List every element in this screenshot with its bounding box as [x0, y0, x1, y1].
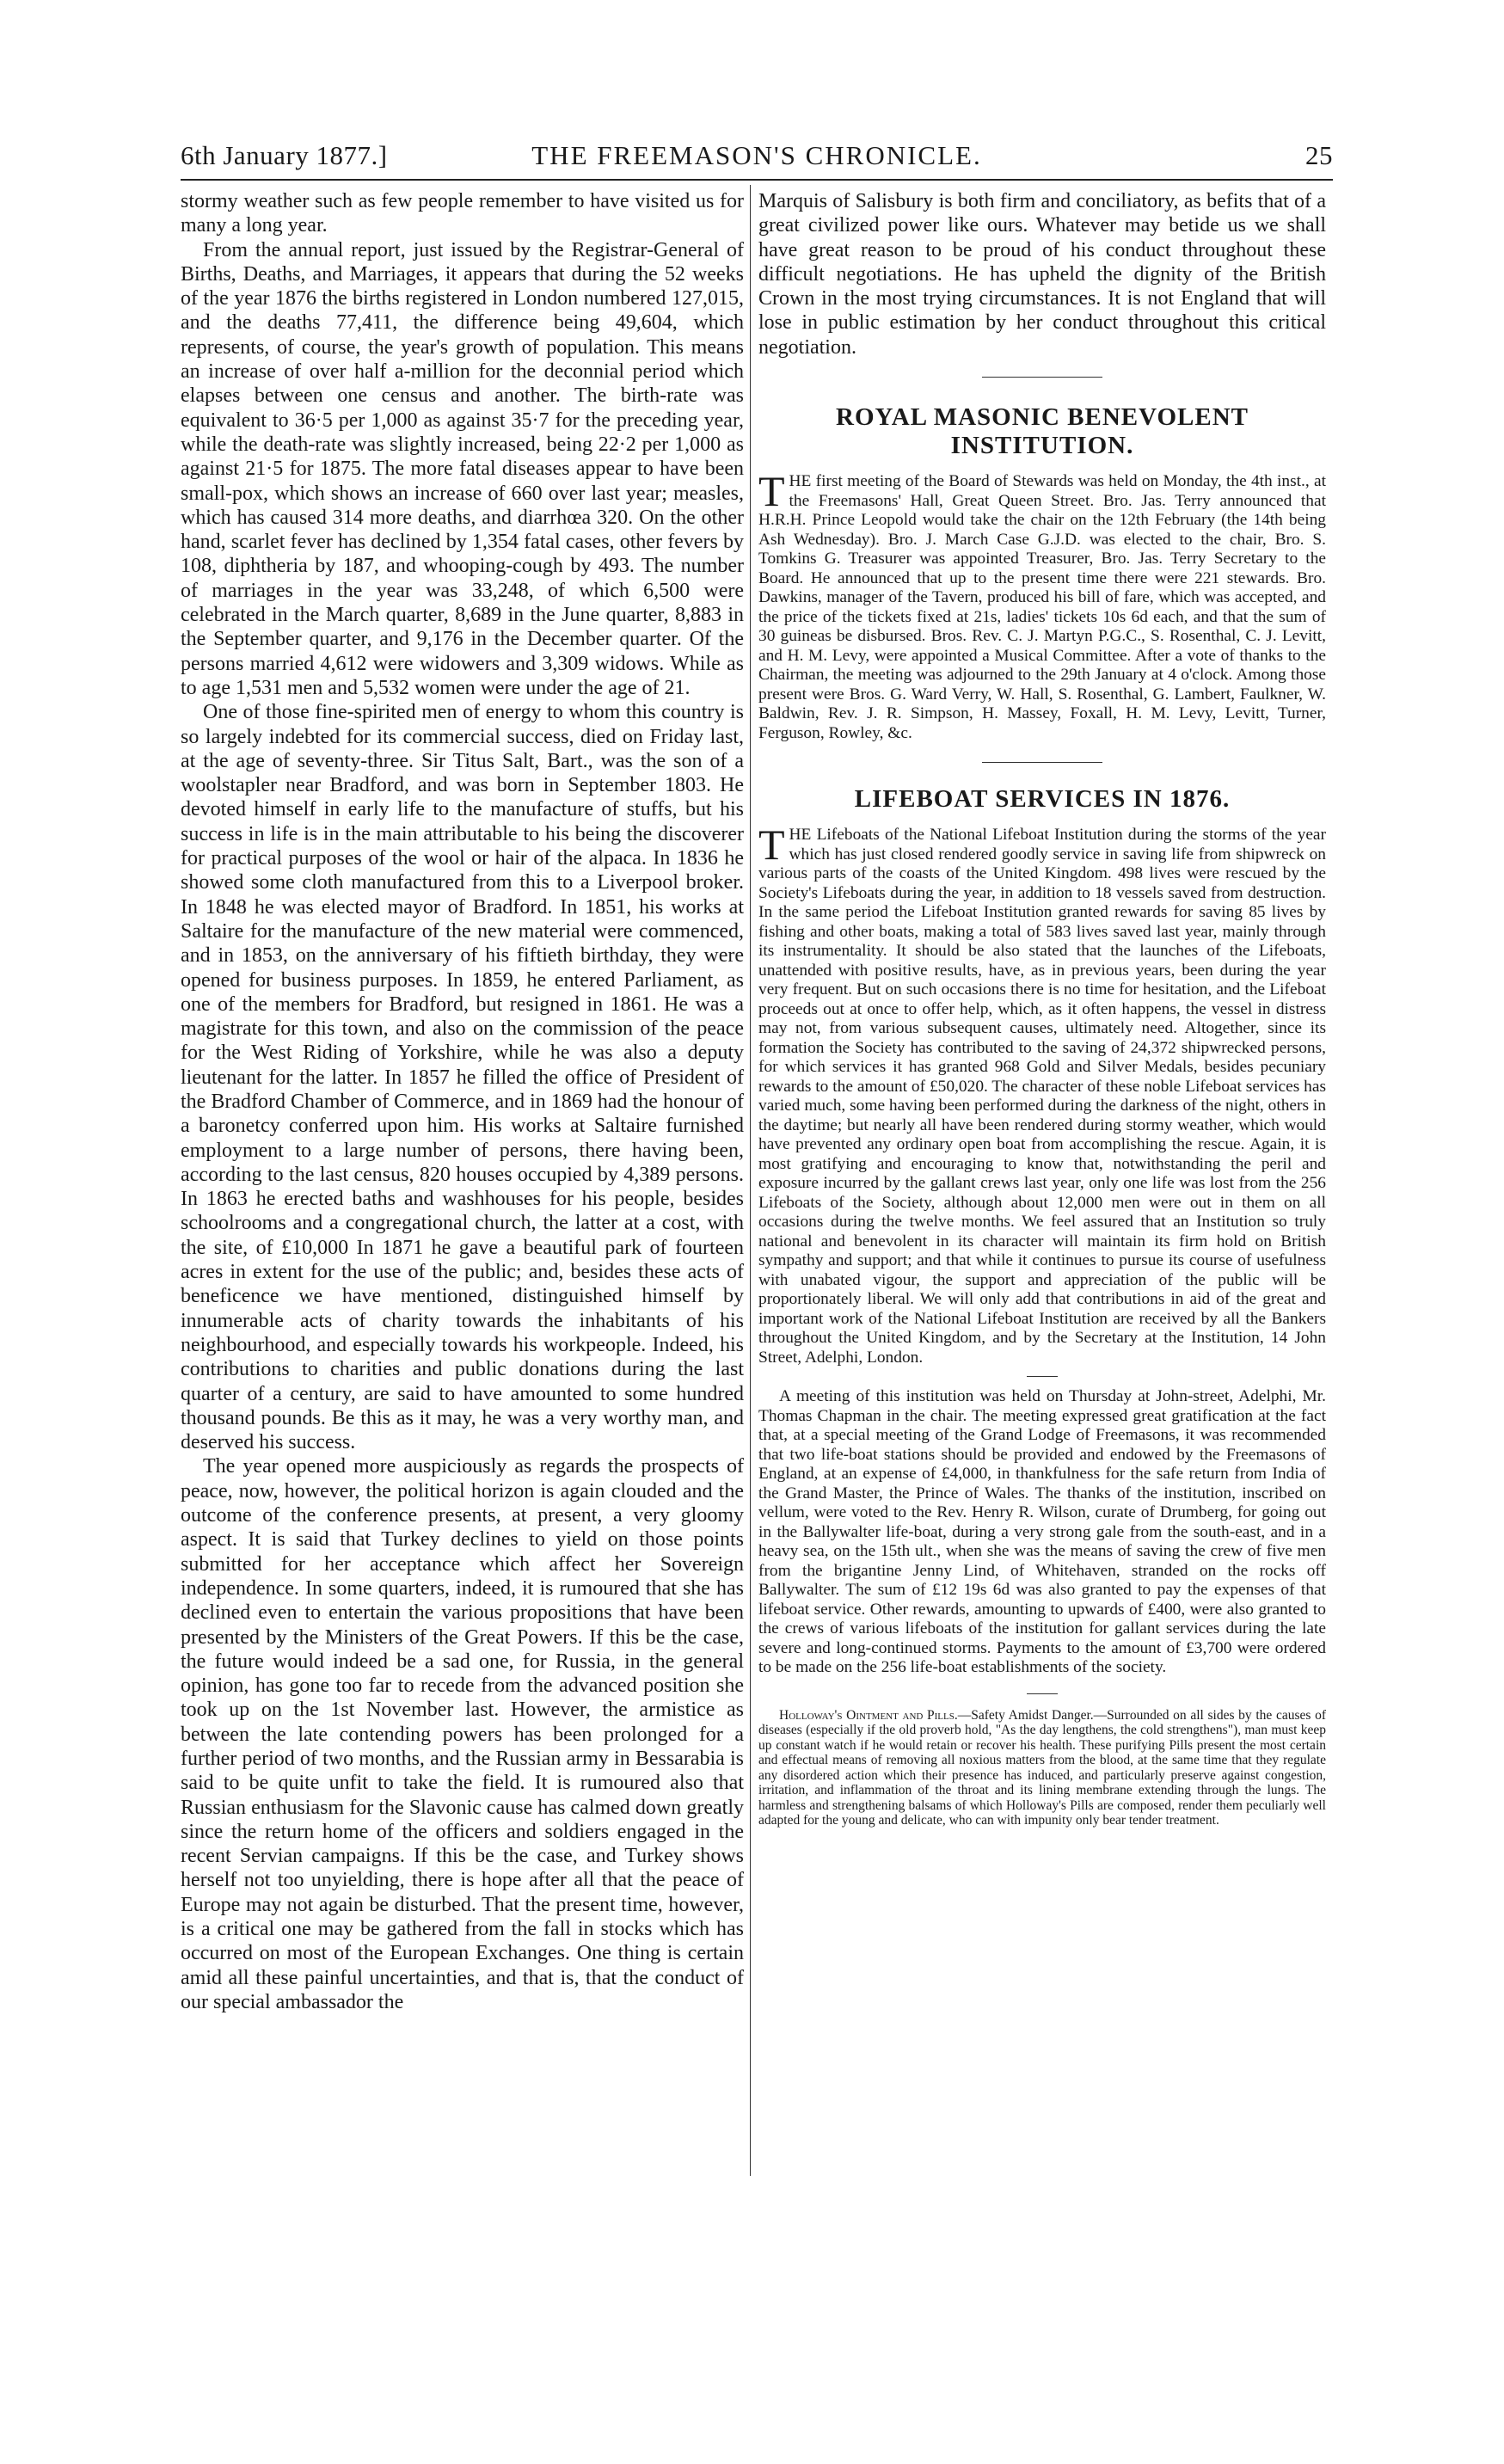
continuation-paragraph: Marquis of Salisbury is both firm and conciliatory, as befits that of a great civilized power like ours. Whatever may betide us we shall have great reason to be proud of his conduct throughout these difficult negotiations. He has upheld the dignity of the British Crown in the most trying circumstances. It is not England that will lose in public estimation by her conduct throughout this critical negotiation. [758, 190, 1326, 359]
page-header [181, 133, 1333, 185]
titus-salt-paragraph: One of those fine-spirited men of energy to whom this country is so largely indebted for its commercial success, died on Friday last, at the age of seventy-three. Sir Titus Salt, Bart., was the son of a woolstapler near Bradford, and was born in September 1803. He devoted himself in early life to the manufacture of stuffs, but his success in life is in the main attributable to his being the discoverer for practical purposes of the wool or hair of the alpaca. In 1836 he showed some cloth manufactured from this to a Liverpool broker. In 1848 he was elected mayor of Bradford. In 1851, his works at Saltaire for the manufacture of the new material were commenced, and in 1853, on the anniversary of his fiftieth birthday, they were opened for business purposes. In 1859, he entered Parliament, as one of the members for Bradford, but resigned in 1861. He was a magistrate for this town, and also on the commission of the peace for the West Riding of Yorkshire, while he was also a deputy lieutenant for the latter. In 1857 he filled the office of President of the Bradford Chamber of Commerce, and in 1869 had the honour of a baronetcy conferred upon him. His works at Saltaire furnished employment to a large number of persons, there having been, according to the last census, 820 houses occupied by 4,389 persons. In 1863 he erected baths and washhouses for his people, besides schoolrooms and a congregational church, the latter at a cost, with the site, of £10,000 In 1871 he gave a beautiful park of fourteen acres in extent for the use of the public; and, besides these acts of beneficence we have mentioned, distinguished himself by innumerable acts of charity towards the inhabitants of his neighbourhood, and especially towards his workpeople. Indeed, his contributions to charities and public donations during the last quarter of a century, are said to have amounted to some hundred thousand pounds. Be this as it may, he was a very worthy man, and deserved his success. [181, 701, 744, 1454]
benevolent-article-body [758, 467, 1326, 743]
advert-lead: Holloway's Ointment and Pills. [779, 1707, 958, 1723]
advert-body: —Safety Amidst Danger.—Surrounded on all sides by the causes of diseases (especially if the old proverb hold, "As the day lengthens, the cold strengthens"), man must keep up constant watch if he would retain or recover his health. These purifying Pills present the most certain and effectual means of removing all noxious matters from the blood, at the same time that they regulate any disordered action which their presence has induced, and particularly preserve against congestion, irritation, and inflammation of the throat and its lining membrane extending through the lungs. The harmless and strengthening balsams of which Holloway's Pills are composed, render them peculiarly well adapted for the young and delicate, who can with impunity only bear tender treatment. [758, 1707, 1326, 1828]
registrar-report-paragraph: From the annual report, just issued by the Registrar-General of Births, Deaths, and Marriages, it appears that during the 52 weeks of the year 1876 the births registered in London numbered 127,015, and the deaths 77,411, the difference being 49,604, which represents, of course, the year's growth of population. This means an increase of over half a-million for the deconnial period which elapses between one census and another. The birth-rate was equivalent to 36·5 per 1,000 as against 35·7 for the preceding year, while the death-rate was slightly increased, being 22·2 per 1,000 as against 21·5 for 1875. The more fatal diseases appear to have been small-pox, which shows an increase of 660 over last year; measles, which has caused 314 more deaths, and diarrhœa 320. On the other hand, scarlet fever has declined by 1,354 fatal cases, other fevers by 108, diphtheria by 187, and whooping-cough by 493. The number of marriages in the year was 33,248, of which 6,500 were celebrated in the March quarter, 8,689 in the June quarter, 8,883 in the September quarter, and 9,176 in the December quarter. Of the persons married 4,612 were widowers and 3,309 widows. While as to age 1,531 men and 5,532 women were under the age of 21. [181, 238, 744, 699]
dropcap-letter: T [758, 820, 785, 869]
header-rule [181, 179, 1333, 181]
holloway-advertisement [758, 1708, 1326, 1828]
article-title-benevolent: ROYAL MASONIC BENEVOLENT INSTITUTION. [836, 403, 1249, 460]
column-divider [750, 185, 751, 2176]
page-number: 25 [1305, 140, 1333, 170]
weather-paragraph: stormy weather such as few people remember to have visited us for many a long year. [181, 190, 744, 237]
article-title-lifeboat: LIFEBOAT SERVICES IN 1876. [854, 785, 1231, 814]
right-column [758, 189, 1326, 2202]
issue-date: 6th January 1877.] [181, 140, 388, 170]
benevolent-article-text: HE first meeting of the Board of Stewards was held on Monday, the 4th inst., at the Freemasons' Hall, Great Queen Street. Bro. Jas. Terry announced that H.R.H. Prince Leopold would take the chair on the 12th February (the 14th being Ash Wednesday). Bro. J. March Case G.J.D. was elected to the chair, Bro. S. Tomkins G. Treasurer was appointed Treasurer, Bro. Jas. Terry Secretary to the Board. He announced that up to the present time there were 221 stewards. Bro. Dawkins, manager of the Tavern, produced his bill of fare, which was accepted, and the price of the tickets fixed at 21s, ladies' tickets 10s 6d each, and that the sum of 30 guineas be disbursed. Bros. Rev. C. J. Martyn P.G.C., S. Rosenthal, C. J. Levitt, and H. M. Levy, were appointed a Musical Committee. After a vote of thanks to the Chairman, the meeting was adjourned to the 29th January at 4 o'clock. Among those present were Bros. G. Ward Verry, W. Hall, S. Rosenthal, G. Lambert, Faulkner, W. Baldwin, Rev. J. R. Simpson, H. Massey, Foxall, H. M. Levy, Levitt, Turner, Ferguson, Rowley, &c. [758, 472, 1326, 742]
political-horizon-paragraph: The year opened more auspiciously as regards the prospects of peace, now, however, the political horizon is again clouded and the outcome of the conference presents, at present, a very gloomy aspect. It is said that Turkey declines to yield on those points submitted for her acceptance which affect her Sovereign independence. In some quarters, indeed, it is rumoured that she has declined even to entertain the various propositions that have been presented by the Ministers of the Great Powers. If this be the case, the future would indeed be a sad one, for Russia, in the general opinion, has gone too far to recede from the advanced position she took up on the 1st November last. However, the armistice as between the late contending powers has been prolonged for a further period of two months, and the Russian army in Bessarabia is said to be quite unfit to take the field. It is rumoured also that Russian enthusiasm for the Slavonic cause has calmed down greatly since the return home of the officers and soldiers engaged in the recent Servian campaigns. If this be the case, and Turkey shows herself not too unyielding, there is hope after all that the peace of Europe may not again be disturbed. That the present time, however, is a critical one may be gathered from the fall in stocks which has occurred on most of the European Exchanges. One thing is certain amid all these painful uncertainties, and that is, that the conduct of our special ambassador the [181, 1455, 744, 2013]
lifeboat-article-body [758, 820, 1326, 1367]
lifeboat-article-text: HE Lifeboats of the National Lifeboat Institution during the storms of the year which has just closed rendered goodly service in saving life from shipwreck on various parts of the coasts of the United Kingdom. 498 lives were rescued by the Society's Lifeboats during the year, in addition to 18 vessels saved from destruction. In the same period the Lifeboat Institution granted rewards for saving 85 lives by fishing and other boats, making a total of 583 lives saved last year, mainly through its instrumentality. It should be also stated that the launches of the Lifeboats, unattended with positive results, have, as in previous years, been during the year very frequent. But on such occasions there is no time for hesitation, and the Lifeboat proceeds out at once to offer help, which, as it often happens, the vessel in distress may not, from various subsequent causes, ultimately need. Altogether, since its formation the Society has contributed to the saving of 24,372 shipwrecked persons, for which services it has granted 968 Gold and Silver Medals, besides pecuniary rewards to the amount of £50,020. The character of these noble Lifeboat services has varied much, some having been performed during the darkness of the night, others in the daytime; but nearly all have been rendered during stormy weather, which would have prevented any ordinary open boat from accomplishing the rescue. Again, it is most gratifying and encouraging to know that, notwithstanding the peril and exposure incurred by the gallant crews last year, only one life was lost from the 256 Lifeboats of the Society, although about 12,000 men were out in them on all occasions during the twelve months. We feel assured that an Institution so truly national and benevolent in its character will maintain its firm hold on British sympathy and support; and that while it continues to pursue its course of usefulness with unabated vigour, the support and appreciation of the public will be proportionately liberal. We will only add that contributions in aid of the great and important work of the National Lifeboat Institution are received by all the Bankers throughout the United Kingdom, and by the Secretary at the Institution, 14 John Street, Adelphi, London. [758, 826, 1326, 1367]
lifeboat-meeting-paragraph: A meeting of this institution was held on Thursday at John-street, Adelphi, Mr. Thomas Chapman in the chair. The meeting expressed great gratification at the fact that, at a special meeting of the Grand Lodge of Freemasons, it was recommended that two life-boat stations should be provided and endowed by the Freemasons of England, at an expense of £4,000, in thankfulness for the safe return from India of the Grand Master, the Prince of Wales. The thanks of the institution, inscribed on vellum, were voted to the Rev. Henry R. Wilson, curate of Drumberg, for going out in the Ballywalter life-boat, during a very strong gale from the south-east, and in a heavy sea, on the 15th ult., when she was the means of saving the crew of five men from the brigantine Jenny Lind, of Whitehaven, stranded on the rocks off Ballywalter. The sum of £12 19s 6d was also granted to pay the expenses of that lifeboat service. Other rewards, amounting to upwards of £400, were also granted to the crews of various lifeboats of the institution for gallant services during the late severe and long-continued storms. Payments to the amount of £3,700 were ordered to be made on the 256 life-boat establishments of the society. [758, 1387, 1326, 1677]
dropcap-letter: T [758, 467, 785, 516]
left-column [181, 189, 744, 2202]
publication-title: THE FREEMASON'S CHRONICLE. [531, 140, 982, 170]
